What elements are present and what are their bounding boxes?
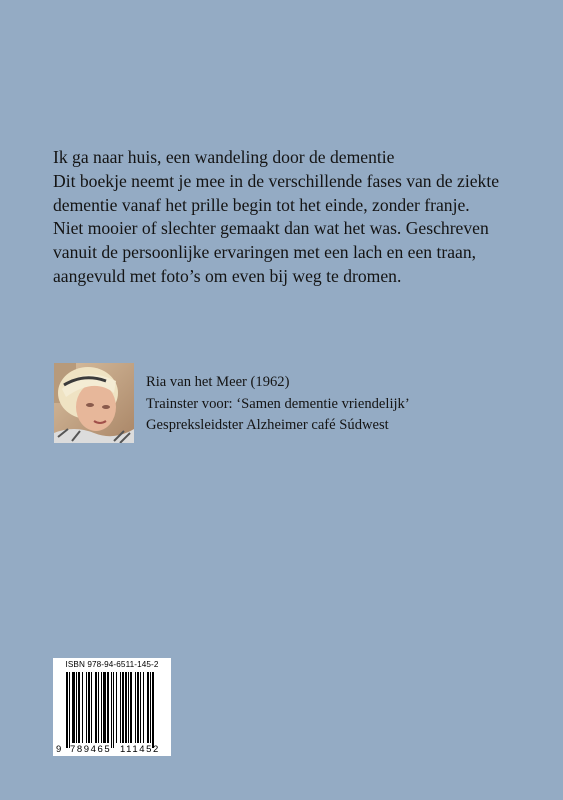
barcode-bar [66, 672, 68, 748]
blurb-title-line: Ik ga naar huis, een wandeling door de dementie [53, 147, 395, 167]
barcode-bar [122, 672, 124, 743]
back-cover-blurb [53, 146, 553, 289]
barcode-bar [72, 672, 75, 743]
barcode-bar [128, 672, 129, 743]
blurb-line: Niet mooier of slechter gemaakt dan wat het was. Geschreven [53, 218, 489, 239]
barcode-bar [130, 672, 132, 743]
barcode-bar [111, 672, 112, 748]
barcode-bar [116, 672, 117, 743]
blurb-line: aangevuld met foto’s om even bij weg te dromen. [53, 265, 402, 286]
barcode-bar [137, 672, 139, 743]
author-role: Trainster voor: ‘Samen dementie vriendelijk’ [146, 395, 410, 412]
barcode-bar [113, 672, 114, 748]
barcode-digits-right: 111452 [120, 744, 160, 755]
author-photo [54, 363, 134, 443]
barcode-bar [91, 672, 92, 743]
barcode-bar [95, 672, 97, 743]
barcode-bar [103, 672, 106, 743]
author-bio [146, 372, 410, 437]
barcode-bar [147, 672, 149, 743]
barcode-bar [135, 672, 136, 743]
barcode-bar [86, 672, 87, 743]
barcode-bar [76, 672, 77, 743]
barcode-bar [125, 672, 127, 743]
isbn-label: ISBN 978-94-6511-145-2 [65, 660, 159, 669]
barcode-bar [152, 672, 154, 748]
author-name: Ria van het Meer (1962) [146, 374, 290, 390]
barcode-bar [107, 672, 109, 743]
barcode-bar [120, 672, 121, 743]
isbn-barcode [53, 658, 171, 756]
barcode-bar [88, 672, 90, 743]
barcode-bar [82, 672, 83, 743]
barcode-bar [101, 672, 102, 743]
barcode-bar [78, 672, 80, 743]
blurb-line: vanuit de persoonlijke ervaringen met een lach en een traan, [53, 242, 477, 263]
blurb-line: Dit boekje neemt je mee in de verschillende fases van de ziekte [53, 170, 500, 191]
barcode-digit-first: 9 [56, 744, 62, 755]
barcode-bar [69, 672, 70, 748]
barcode-bar [140, 672, 141, 743]
author-role: Gespreksleidster Alzheimer café Súdwest [146, 417, 389, 433]
barcode-bar [150, 672, 151, 743]
blurb-line: dementie vanaf het prille begin tot het einde, zonder franje. [53, 194, 470, 215]
barcode-digits-left: 789465 [70, 744, 112, 755]
barcode-bar [98, 672, 99, 743]
barcode-bars [53, 658, 171, 756]
barcode-bar [143, 672, 144, 743]
